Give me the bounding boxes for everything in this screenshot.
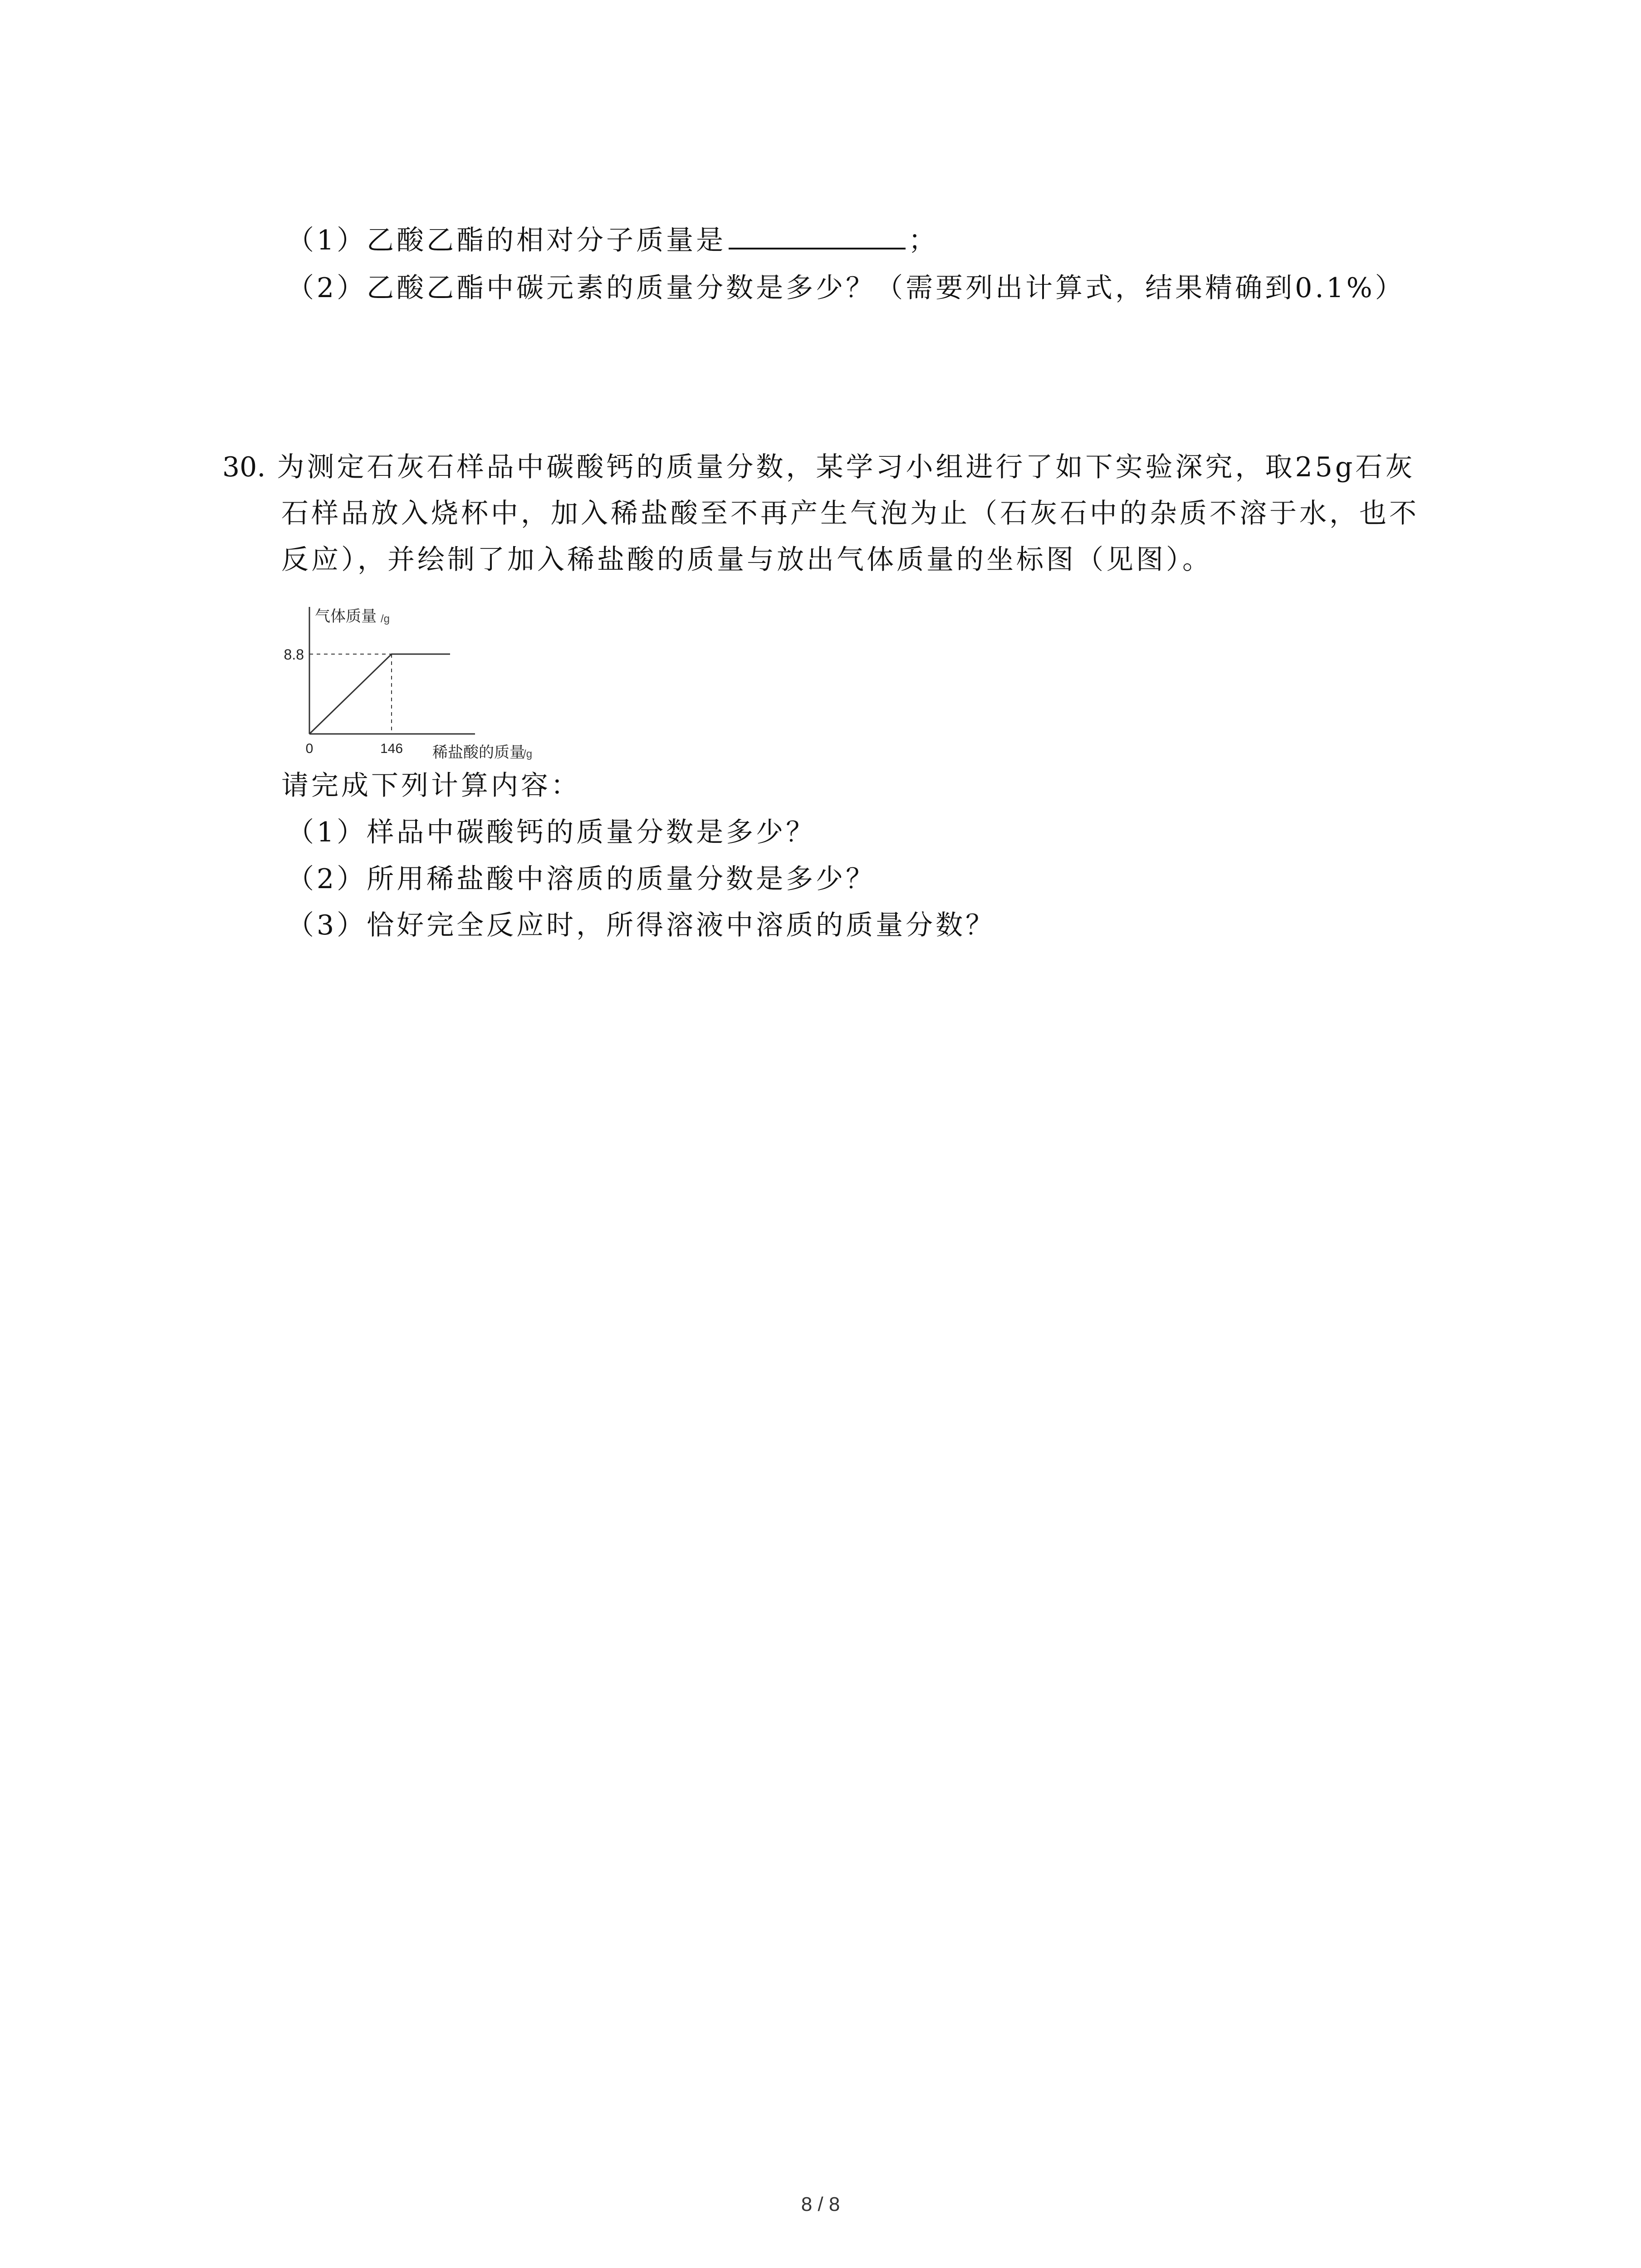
q30-sub1: （1）样品中碳酸钙的质量分数是多少？ (287, 816, 816, 848)
y-axis-label: 气体质量 (315, 608, 377, 625)
q30-stem-line1: 为测定石灰石样品中碳酸钙的质量分数，某学习小组进行了如下实验深究，取25g石灰 (277, 451, 1416, 483)
q29-item2: （2）乙酸乙酯中碳元素的质量分数是多少？（需要列出计算式，结果精确到0.1%） (287, 272, 1405, 304)
q30-sub3: （3）恰好完全反应时，所得溶液中溶质的质量分数？ (287, 909, 996, 941)
q30-line1 (222, 449, 1415, 485)
q29-item1-tail: ； (908, 225, 939, 256)
q30-prompt: 请完成下列计算内容： (281, 770, 581, 802)
q30-stem-line2: 石样品放入烧杯中，加入稀盐酸至不再产生气泡为止（石灰石中的杂质不溶于水，也不 (281, 498, 1419, 529)
x-axis-label: 稀盐酸的质量 (432, 744, 525, 761)
x-tick-label: 146 (380, 741, 403, 756)
origin-label: 0 (305, 741, 314, 756)
y-axis-unit: /g (381, 613, 390, 625)
page-number: 8 / 8 (801, 2193, 840, 2215)
question-number: 30. (222, 451, 266, 483)
series-line (309, 654, 450, 734)
answer-blank[interactable] (729, 222, 906, 249)
q29-item1-text: （1）乙酸乙酯的相对分子质量是 (287, 225, 726, 256)
q30-sub2: （2）所用稀盐酸中溶质的质量分数是多少？ (287, 863, 876, 895)
q30-stem-line3: 反应），并绘制了加入稀盐酸的质量与放出气体质量的坐标图（见图）。 (281, 544, 1212, 576)
gas-mass-chart (272, 590, 554, 771)
q29-item1 (287, 222, 938, 259)
x-axis-unit: /g (523, 748, 533, 760)
y-tick-label: 8.8 (284, 646, 304, 663)
